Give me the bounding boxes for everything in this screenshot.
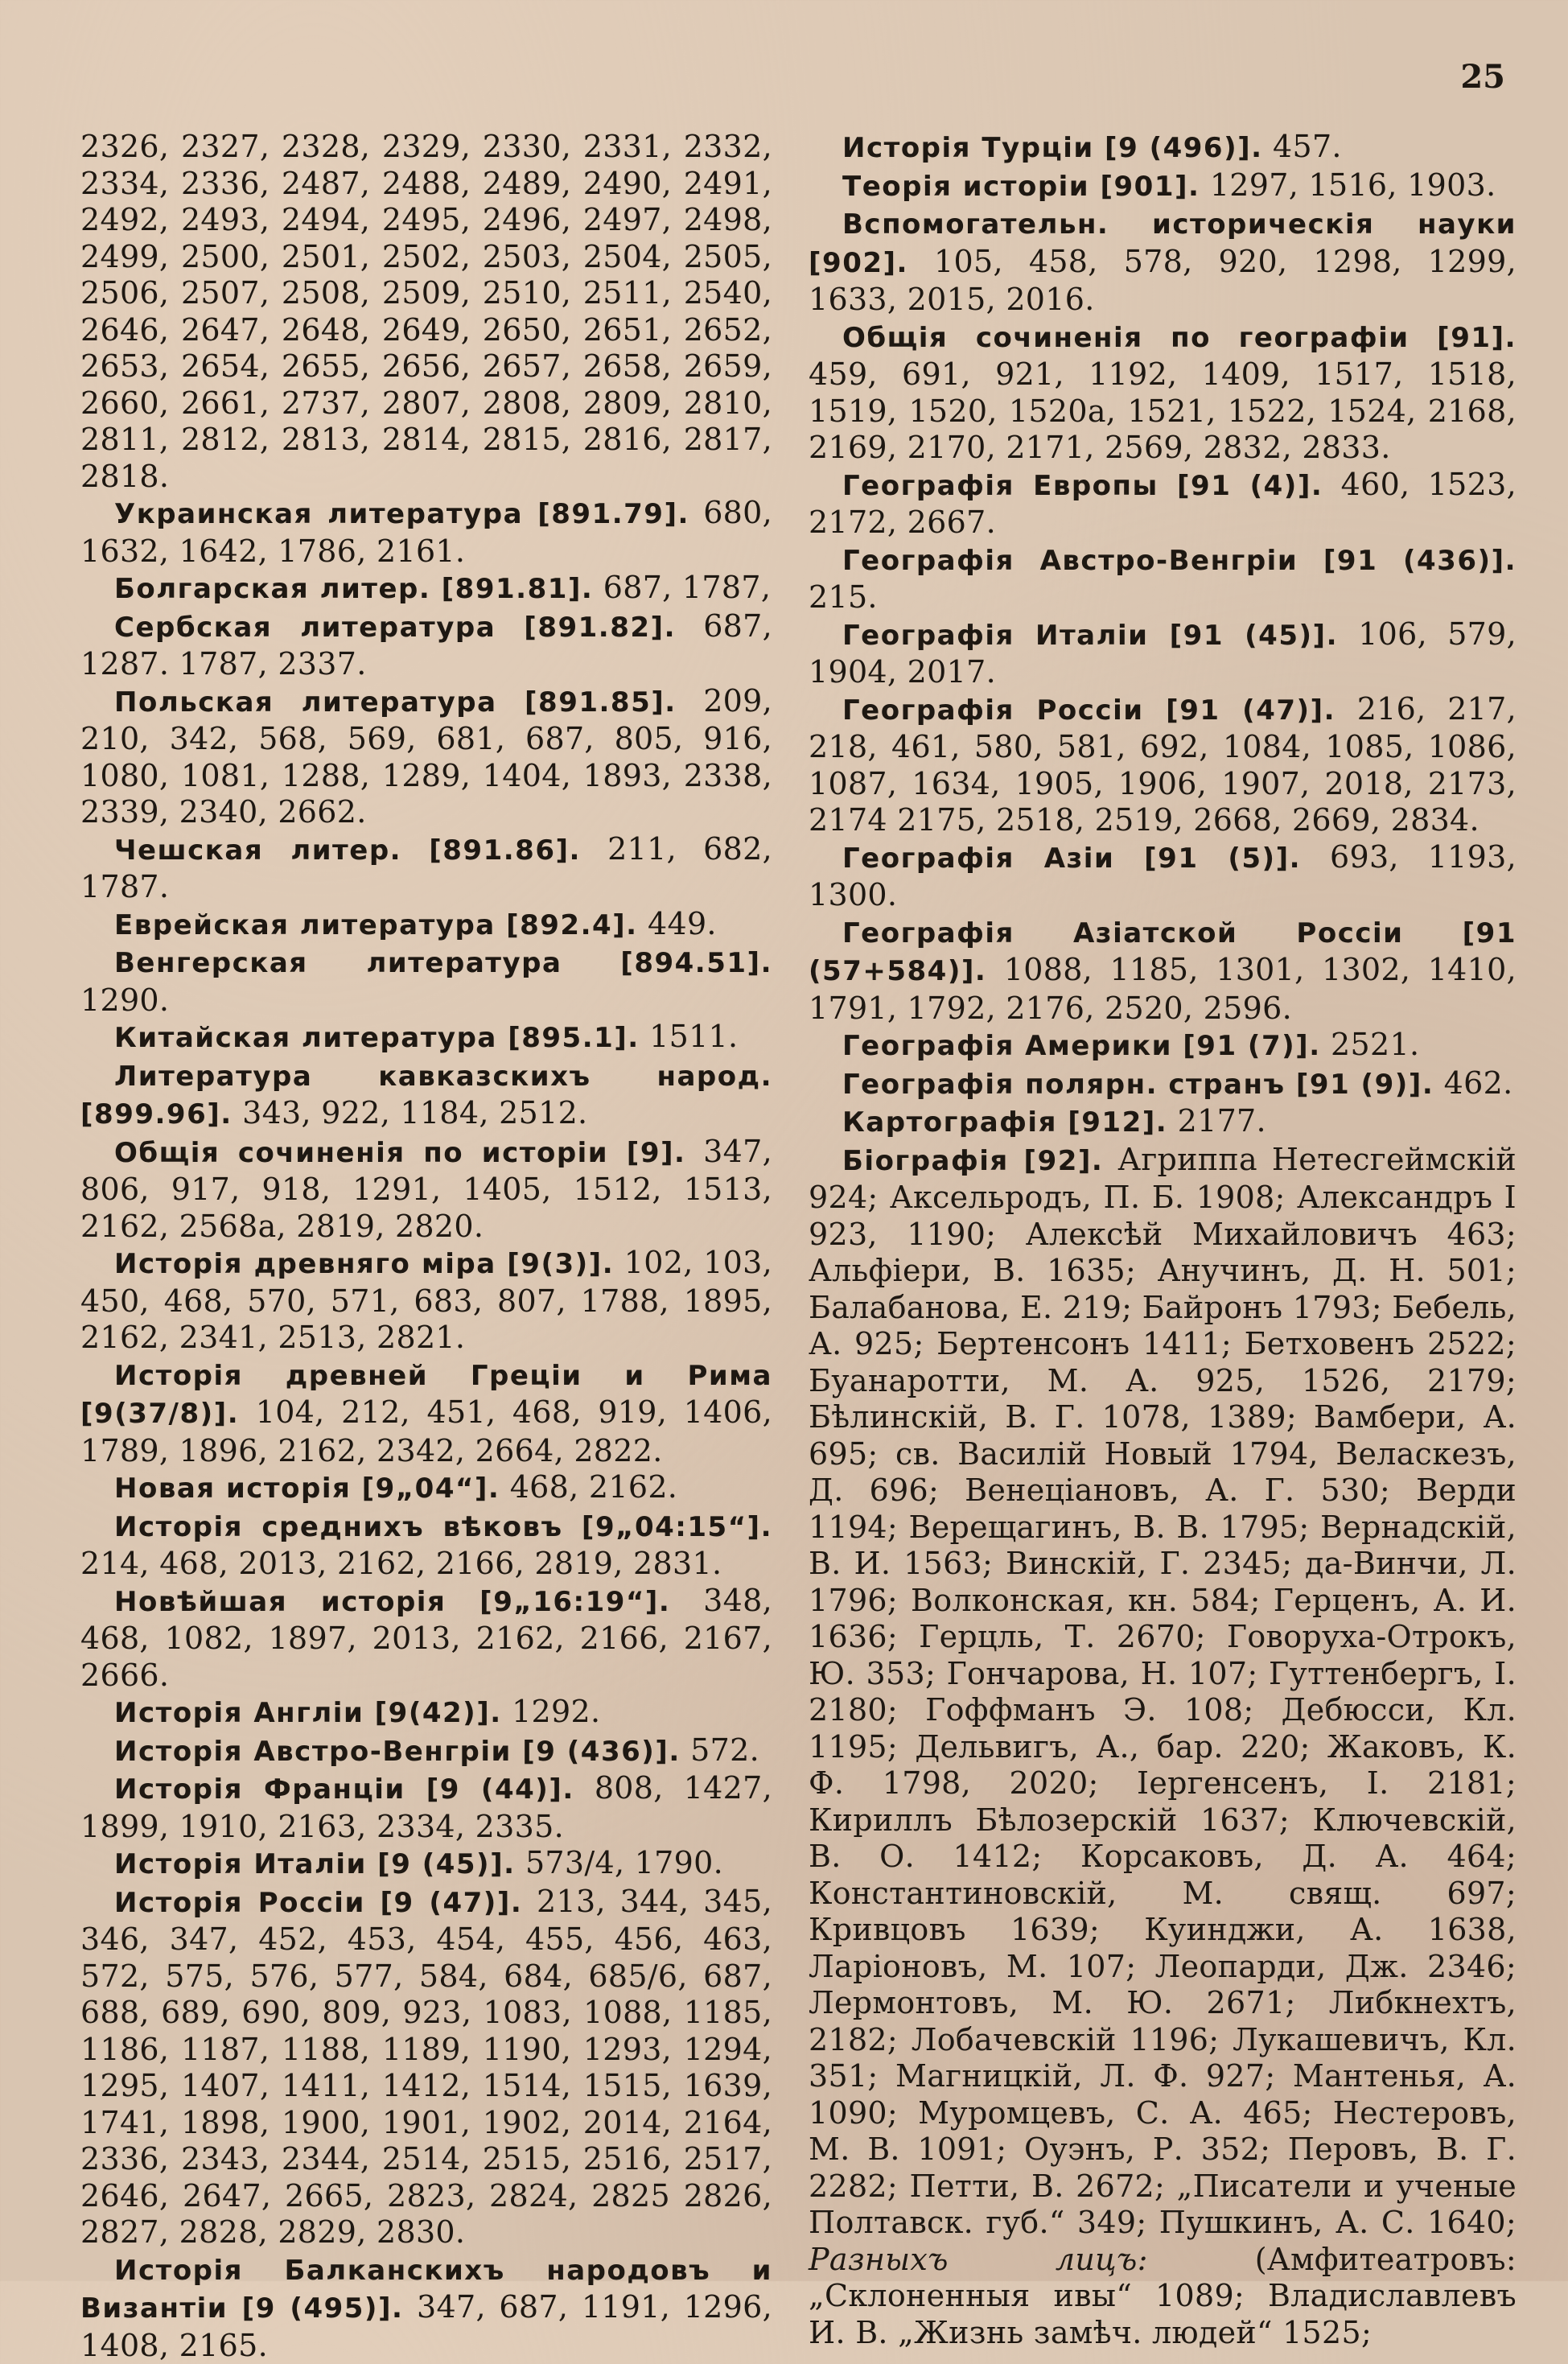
index-entry — [80, 1845, 772, 1884]
entry-heading: Общія сочиненія по географіи [91]. — [842, 322, 1517, 354]
entry-text: 209, 210, 342, 568, 569, 681, 687, 805, 916, 1080, 1081, 1288, 1289, 1404, 1893, 2338, 2339, 2340, 2662. — [80, 683, 772, 830]
index-entry — [80, 1583, 772, 1695]
entry-heading: Украинская литература [891.79]. — [114, 498, 689, 530]
entry-text: 347, 687, 1191, 1296, 1408, 2165. — [80, 2289, 772, 2363]
entry-heading: Картографія [912]. — [842, 1106, 1167, 1139]
index-entry — [80, 2251, 772, 2364]
entry-text: 1290. — [80, 982, 169, 1018]
entry-heading: Географія полярн. странъ [91 (9)]. — [842, 1069, 1434, 1101]
entry-heading: Вспомогательн. историческія науки [902]. — [809, 208, 1517, 279]
entry-heading: Географія Америки [91 (7)]. — [842, 1030, 1321, 1062]
index-entry — [80, 1245, 772, 1357]
entry-heading: Теорія исторіи [901]. — [842, 171, 1200, 203]
index-entry — [80, 570, 772, 608]
entry-text: 1297, 1516, 1903. — [1210, 167, 1496, 203]
page-number: 25 — [1460, 58, 1505, 96]
index-entry — [80, 1357, 772, 1470]
entry-heading: Китайская литература [895.1]. — [114, 1022, 640, 1054]
entry-text: 2521. — [1331, 1027, 1419, 1062]
index-entry — [80, 1469, 772, 1508]
left-column — [80, 129, 772, 2364]
entry-text: Агриппа Нетесгеймскій 924; Аксельродъ, П. Б. 1908; Александръ I 923, 1190; Алексѣй Михайловичъ 463; Альфіери, В. 1635; Анучинъ, Д. Н. 501; Балабанова, Е. 219; Байронъ 1793; Бебель, А. 925; Бертенсонъ 1411; Бетховенъ 2522; Буанаротти, М. А. 925, 1526, 2179; Бѣлинскій, В. Г. 1078, 1389; Вамбери, А. 695; св. Василій Новый 1794, Веласкезъ, Д. 696; Венеціановъ, А. Г. 530; Верди 1194; Верещагинъ, В. В. 1795; Вернадскій, В. И. 1563; Винскій, Г. 2345; да-Винчи, Л. 1796; Волконская, кн. 584; Герценъ, А. И. 1636; Герцль, Т. 2670; Говоруха-Отрокъ, Ю. 353; Гончарова, Н. 107; Гуттенбергъ, I. 2180; Гоффманъ Э. 108; Дебюсси, Кл. 1195; Дельвигъ, А., бар. 220; Жаковъ, К. Ф. 1798, 2020; Іергенсенъ, I. 2181; Кириллъ Бѣлозерскій 1637; Ключевскій, В. О. 1412; Корсаковъ, Д. А. 464; Константиновскій, М. свящ. 697; Кривцовъ 1639; Куинджи, А. 1638, Ларіоновъ, М. 107; Леопарди, Дж. 2346; Лермонтовъ, М. Ю. 2671; Либкнехтъ, 2182; Лобачевскій 1196; Лукашевичъ, Кл. 351; Магницкій, Л. Ф. 927; Мантенья, А. 1090; Муромцевъ, С. А. 465; Нестеровъ, М. В. 1091; Оуэнъ, Р. 352; Перовъ, В. Г. 2282; Петти, В. 2672; „Писатели и ученые Полтавск. губ.“ 349; Пушкинъ, А. С. 1640; — [809, 1142, 1517, 2241]
entry-heading: Болгарская литер. [891.81]. — [114, 573, 593, 605]
entry-heading: Венгерская литература [894.51]. — [114, 947, 772, 979]
entry-text: 214, 468, 2013, 2162, 2166, 2819, 2831. — [80, 1546, 722, 1581]
right-column — [809, 129, 1517, 2351]
index-entry — [80, 1057, 772, 1134]
index-entry — [80, 1134, 772, 1246]
index-entry — [809, 542, 1517, 616]
index-entry — [809, 167, 1517, 206]
entry-heading: Географія Азіатской Россіи [91 (57+584)]. — [809, 917, 1517, 988]
index-entry — [80, 608, 772, 683]
entry-heading: Исторія Балканскихъ народовъ и Византіи [9 (495)]. — [80, 2255, 772, 2325]
entry-italic-text: Разныхъ лицъ: — [809, 2242, 1148, 2277]
entry-heading: Исторія Италіи [9 (45)]. — [114, 1848, 516, 1880]
entry-heading: Исторія Англіи [9(42)]. — [114, 1697, 502, 1729]
entry-text: 2326, 2327, 2328, 2329, 2330, 2331, 2332, 2334, 2336, 2487, 2488, 2489, 2490, 2491, 2492, 2493, 2494, 2495, 2496, 2497, 2498, 2499, 2500, 2501, 2502, 2503, 2504, 2505, 2506, 2507, 2508, 2509, 2510, 2511, 2540, 2646, 2647, 2648, 2649, 2650, 2651, 2652, 2653, 2654, 2655, 2656, 2657, 2658, 2659, 2660, 2661, 2737, 2807, 2808, 2809, 2810, 2811, 2812, 2813, 2814, 2815, 2816, 2817, 2818. — [80, 129, 772, 494]
entry-text: 1511. — [649, 1019, 738, 1054]
index-entry — [80, 831, 772, 906]
entry-text: 572. — [690, 1732, 759, 1768]
entry-heading: Еврейская литература [892.4]. — [114, 909, 638, 941]
entry-heading: Исторія среднихъ вѣковъ [9„04:15“]. — [114, 1511, 772, 1543]
entry-text: 460, 1523, 2172, 2667. — [809, 467, 1517, 541]
index-entry — [80, 1732, 772, 1771]
entry-text: 213, 344, 345, 346, 347, 452, 453, 454, 455, 456, 463, 572, 575, 576, 577, 584, 684, 685/6, 687, 688, 689, 690, 809, 923, 1083, 1088, 1185, 1186, 1187, 1188, 1189, 1190, 1293, 1294, 1295, 1407, 1411, 1412, 1514, 1515, 1639, 1741, 1898, 1900, 1901, 1902, 2014, 2164, 2336, 2343, 2344, 2514, 2515, 2516, 2517, 2646, 2647, 2665, 2823, 2824, 2825 2826, 2827, 2828, 2829, 2830. — [80, 1884, 772, 2251]
index-entry — [809, 1103, 1517, 1142]
entry-text: 687, 1287. 1787, 2337. — [80, 608, 772, 682]
entry-heading: Новая исторія [9„04“]. — [114, 1472, 500, 1505]
index-entry — [809, 1027, 1517, 1065]
entry-heading: Общія сочиненія по исторіи [9]. — [114, 1137, 685, 1169]
entry-heading: Географія Австро-Венгріи [91 (436)]. — [842, 545, 1517, 577]
entry-text: 449. — [648, 906, 717, 941]
index-entry — [809, 1142, 1517, 2352]
index-entry — [809, 319, 1517, 467]
entry-text: 457. — [1273, 129, 1342, 164]
index-entry — [809, 914, 1517, 1028]
index-entry — [809, 129, 1517, 167]
entry-heading: Біографія [92]. — [842, 1145, 1103, 1177]
entry-heading: Сербская литература [891.82]. — [114, 612, 676, 644]
entry-text: 343, 922, 1184, 2512. — [242, 1095, 587, 1131]
entry-text: 104, 212, 451, 468, 919, 1406, 1789, 1896, 2162, 2342, 2664, 2822. — [80, 1394, 772, 1468]
index-entry — [809, 467, 1517, 542]
index-entry — [809, 1065, 1517, 1104]
index-entry — [809, 205, 1517, 319]
entry-text: 573/4, 1790. — [525, 1845, 723, 1880]
entry-heading: Новѣйшая исторія [9„16:19“]. — [114, 1586, 670, 1618]
entry-heading: Чешская литер. [891.86]. — [114, 834, 581, 867]
entry-heading: Исторія Австро-Венгріи [9 (436)]. — [114, 1736, 681, 1768]
entry-heading: Географія Италіи [91 (45)]. — [842, 620, 1338, 652]
index-entry — [80, 495, 772, 570]
entry-text: 215. — [809, 579, 878, 615]
index-entry — [80, 1884, 772, 2251]
entry-text: 1088, 1185, 1301, 1302, 1410, 1791, 1792, 2176, 2520, 2596. — [809, 952, 1517, 1026]
entry-heading: Исторія Турціи [9 (496)]. — [842, 132, 1263, 164]
entry-heading: Исторія древняго міра [9(3)]. — [114, 1248, 614, 1280]
index-entry — [80, 1019, 772, 1057]
entry-heading: Исторія Франціи [9 (44)]. — [114, 1773, 574, 1806]
index-entry — [80, 1694, 772, 1732]
entry-text: 459, 691, 921, 1192, 1409, 1517, 1518, 1519, 1520, 1520a, 1521, 1522, 1524, 2168, 2169, 2170, 2171, 2569, 2832, 2833. — [809, 356, 1517, 465]
entry-text: 216, 217, 218, 461, 580, 581, 692, 1084, 1085, 1086, 1087, 1634, 1905, 1906, 1907, 2018, 2173, 2174 2175, 2518, 2519, 2668, 2669, 2834. — [809, 691, 1517, 838]
entry-heading: Географія Европы [91 (4)]. — [842, 470, 1323, 502]
index-entry — [809, 839, 1517, 914]
entry-text: 680, 1632, 1642, 1786, 2161. — [80, 495, 772, 569]
entry-text: 105, 458, 578, 920, 1298, 1299, 1633, 2015, 2016. — [809, 244, 1517, 318]
entry-heading: Исторія Россіи [9 (47)]. — [114, 1887, 522, 1919]
index-entry — [80, 906, 772, 945]
index-entry — [80, 683, 772, 831]
entry-text: 106, 579, 1904, 2017. — [809, 616, 1517, 690]
index-entry — [80, 944, 772, 1019]
entry-text: 2177. — [1178, 1103, 1266, 1139]
entry-text: 808, 1427, 1899, 1910, 2163, 2334, 2335. — [80, 1770, 772, 1844]
entry-heading: Географія Россіи [91 (47)]. — [842, 694, 1335, 727]
entry-text: 462. — [1444, 1065, 1513, 1101]
index-entry — [80, 129, 772, 495]
entry-heading: Исторія древней Греціи и Рима [9(37/8)]. — [80, 1360, 772, 1431]
entry-text: 102, 103, 450, 468, 570, 571, 683, 807, 1788, 1895, 2162, 2341, 2513, 2821. — [80, 1245, 772, 1355]
index-entry — [809, 691, 1517, 839]
entry-heading: Польская литература [891.85]. — [114, 686, 677, 719]
entry-text: 1292. — [512, 1694, 600, 1729]
entry-text: 687, 1787, — [603, 570, 771, 605]
index-entry — [80, 1770, 772, 1845]
entry-text: 211, 682, 1787. — [80, 831, 772, 905]
index-entry — [80, 1508, 772, 1583]
entry-text-tail: (Амфитеатровъ: „Склоненныя ивы“ 1089; Владиславлевъ И. В. „Жизнь замѣч. людей“ 1525; — [809, 2242, 1517, 2350]
entry-text: 347, 806, 917, 918, 1291, 1405, 1512, 1513, 2162, 2568a, 2819, 2820. — [80, 1134, 772, 1244]
entry-text: 468, 2162. — [510, 1469, 677, 1505]
index-entry — [809, 616, 1517, 691]
entry-text: 348, 468, 1082, 1897, 2013, 2162, 2166, 2167, 2666. — [80, 1583, 772, 1693]
entry-heading: Географія Азіи [91 (5)]. — [842, 842, 1301, 875]
entry-text: 693, 1193, 1300. — [809, 839, 1517, 913]
entry-heading: Литература кавказскихъ народ. [899.96]. — [80, 1061, 772, 1131]
